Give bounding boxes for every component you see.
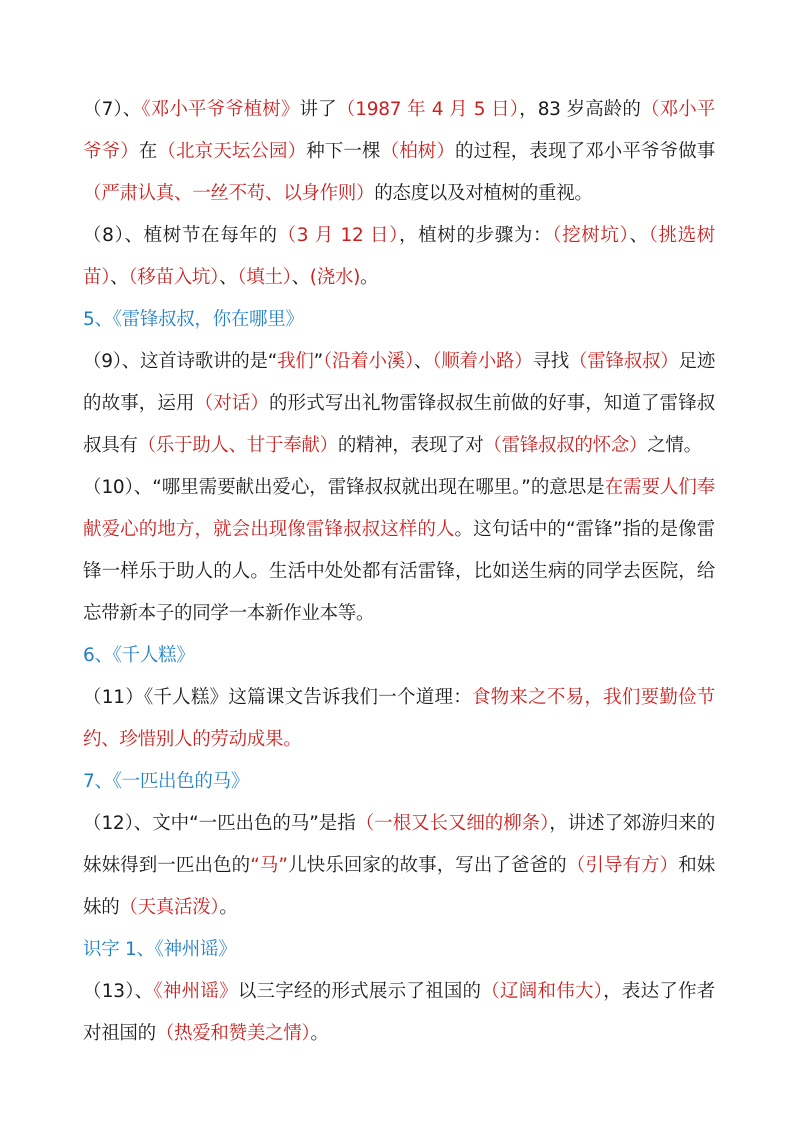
body-text: 。这句话中的“雷锋”指的是像雷锋一样乐于助人的人。生活中处处都有活雷锋，比如送生病的同学去医院，给忘带新本子的同学一本新作业本等。 bbox=[83, 519, 715, 624]
body-text: 、 bbox=[219, 267, 238, 288]
answer-text: （沿着小溪） bbox=[322, 351, 414, 372]
answer-text: “马” bbox=[250, 855, 288, 876]
body-text: 在 bbox=[138, 141, 158, 162]
body-text: 讲了 bbox=[299, 99, 337, 120]
answer-text: （柏树） bbox=[380, 141, 456, 162]
answer-text: （引导有方） bbox=[566, 855, 679, 876]
question-paragraph bbox=[83, 89, 715, 215]
question-paragraph bbox=[83, 803, 715, 929]
body-text: 、 bbox=[291, 267, 310, 288]
body-text: 足迹的故事，运用 bbox=[83, 351, 716, 414]
answer-text: （1987 年 4 月 5 日） bbox=[336, 99, 520, 120]
body-text: ，表达了作者对祖国的 bbox=[83, 981, 715, 1044]
body-text: 的过程，表现了邓小平爷爷做事 bbox=[455, 141, 715, 162]
question-paragraph bbox=[83, 467, 715, 635]
body-text: （11）《千人糕》这篇课文告诉我们一个道理： bbox=[83, 687, 472, 708]
body-text: ，讲述了郊游归来的妹妹得到一匹出色的 bbox=[83, 813, 715, 876]
body-text: ，83 岁高龄的 bbox=[519, 99, 641, 120]
answer-text: （一根又长又细的柳条） bbox=[355, 813, 550, 834]
body-text: 以三字经的形式展示了祖国的 bbox=[237, 981, 482, 1002]
answer-text: 食物来之不易，我们要勤俭节约、珍惜别人的劳动成果。 bbox=[83, 687, 715, 750]
answer-text: （3 月 12 日） bbox=[277, 225, 399, 246]
body-text: 、 bbox=[414, 351, 433, 372]
heading-text: 6、《千人糕》 bbox=[83, 645, 195, 666]
answer-text: （顺着小路） bbox=[432, 351, 533, 372]
answer-text: （辽阔和伟大） bbox=[481, 981, 604, 1002]
heading-text: 7、《一匹出色的马》 bbox=[83, 771, 250, 792]
answer-text: 我们 bbox=[277, 351, 314, 372]
body-text: 、 bbox=[629, 225, 649, 246]
document-page bbox=[83, 89, 715, 1055]
answer-text: （热爱和赞美之情） bbox=[155, 1023, 311, 1044]
answer-text: 在需要人们奉献爱心的地方，就会出现像雷锋叔叔这样的人 bbox=[83, 477, 715, 540]
heading-text: 5、《雷锋叔叔，你在哪里》 bbox=[83, 309, 304, 330]
answer-text: (浇水) bbox=[309, 267, 361, 288]
answer-text: （挖树坑） bbox=[552, 225, 630, 246]
answer-text: （对话） bbox=[194, 393, 270, 414]
body-text: 。 bbox=[360, 267, 379, 288]
answer-text: （雷锋叔叔） bbox=[569, 351, 679, 372]
body-text: 和妹妹的 bbox=[83, 855, 715, 918]
body-text: （9）、这首诗歌讲的是“ bbox=[83, 351, 278, 372]
body-text: 的精神，表现了对 bbox=[337, 435, 484, 456]
body-text: （13）、 bbox=[83, 981, 154, 1002]
body-text: 之情。 bbox=[647, 435, 702, 456]
body-text: 的形式写出礼物雷锋叔叔生前做的好事，知道了雷锋叔叔具有 bbox=[83, 393, 715, 456]
section-heading bbox=[83, 635, 715, 677]
answer-text: （天真活泼） bbox=[119, 897, 220, 918]
body-text: 。 bbox=[310, 1023, 329, 1044]
answer-text: 《神州谣》 bbox=[153, 981, 238, 1002]
body-text: 。 bbox=[219, 897, 238, 918]
answer-text: （北京天坛公园） bbox=[157, 141, 307, 162]
answer-text: （严肃认真、一丝不苟、以身作则） bbox=[83, 183, 375, 204]
heading-text: 识字 1、《神州谣》 bbox=[83, 939, 237, 960]
body-text: ，植树的步骤为： bbox=[399, 225, 553, 246]
body-text: 、 bbox=[110, 267, 129, 288]
body-text: 儿快乐回家的故事，写出了爸爸的 bbox=[287, 855, 567, 876]
body-text: 的态度以及对植树的重视。 bbox=[374, 183, 593, 204]
answer-text: （移苗入坑） bbox=[128, 267, 220, 288]
body-text: 种下一棵 bbox=[306, 141, 381, 162]
body-text: （12）、文中“一匹出色的马”是指 bbox=[83, 813, 356, 834]
question-paragraph bbox=[83, 971, 715, 1055]
answer-text: 《邓小平爷爷植树》 bbox=[141, 99, 300, 120]
section-heading bbox=[83, 929, 715, 971]
question-paragraph bbox=[83, 215, 715, 299]
body-text: （7）、 bbox=[83, 99, 142, 120]
question-paragraph bbox=[83, 341, 715, 467]
section-heading bbox=[83, 299, 715, 341]
body-text: （8）、植树节在每年的 bbox=[83, 225, 278, 246]
answer-text: （填土） bbox=[237, 267, 292, 288]
answer-text: （邓小平爷爷） bbox=[83, 99, 715, 162]
answer-text: （乐于助人、甘于奉献） bbox=[137, 435, 338, 456]
answer-text: （挑选树苗） bbox=[83, 225, 715, 288]
question-paragraph bbox=[83, 677, 715, 761]
body-text: （10）、“哪里需要献出爱心，雷锋叔叔就出现在哪里。”的意思是 bbox=[83, 477, 605, 498]
section-heading bbox=[83, 761, 715, 803]
answer-text: （雷锋叔叔的怀念） bbox=[483, 435, 648, 456]
body-text: ” bbox=[313, 351, 323, 372]
body-text: 寻找 bbox=[532, 351, 570, 372]
